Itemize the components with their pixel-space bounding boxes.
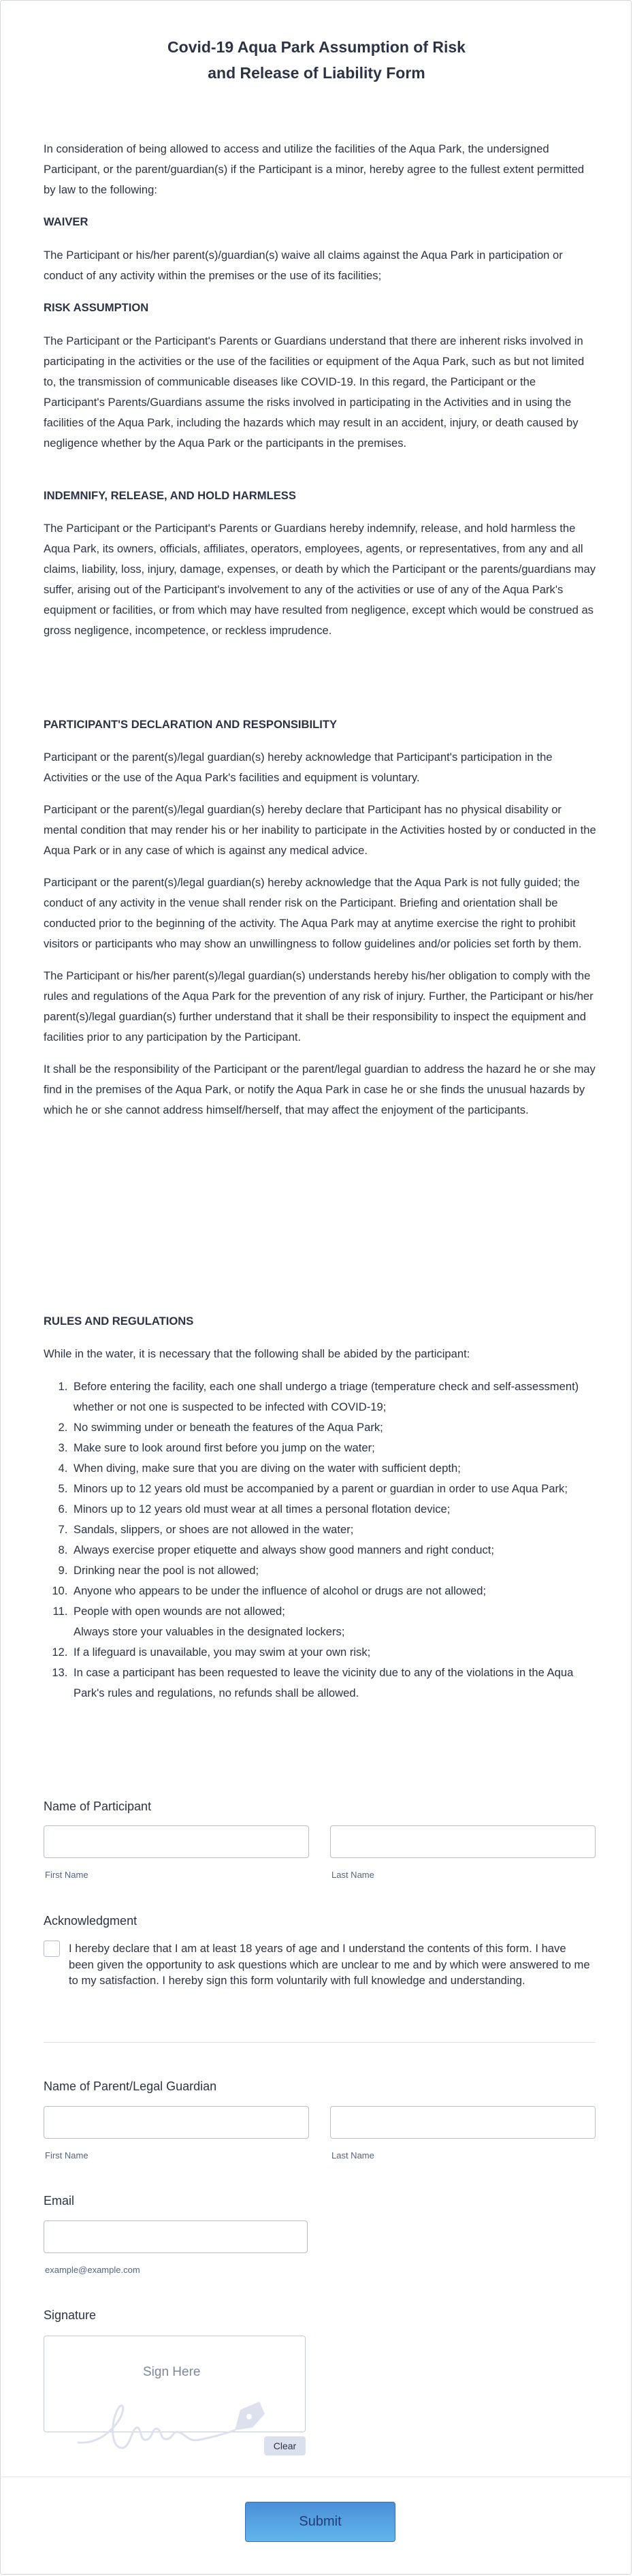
declaration-paragraph: Participant or the parent(s)/legal guardian(s) hereby acknowledge that the Aqua Park is not fully guided; the conduct of any activity in the venue shall render risk on the Participant. Briefing and orientation shall be conducted prior to the beginning of the activity. The Aqua Park may at anytime exercise the right to prohibit visitors or participants who may show an unwillingness to follow guidelines and/or policies set forth by them. [44, 876, 582, 950]
title-line-1: Covid-19 Aqua Park Assumption of Risk [167, 38, 466, 56]
rule-item: 10. Anyone who appears to be under the influence of alcohol or drugs are not allowed; [71, 1581, 596, 1601]
waiver-section [44, 212, 596, 286]
rule-item: 4. When diving, make sure that you are diving on the water with sufficient depth; [71, 1458, 596, 1479]
rule-item: 9. Drinking near the pool is not allowed; [71, 1560, 596, 1581]
indemnify-text: The Participant or the Participant's Parents or Guardians hereby indemnify, release, and hold harmless the Aqua Park, its owners, officials, affiliates, operators, employees, agents, or representatives, from any and all claims, liability, loss, injury, damage, expenses, or death by which the Participant or the parents/guardians may suffer, arising out of the Participant's involvement to any of the activities or use of any of the Aqua Park's equipment or facilities, or from which may have resulted from negligence, except which would be construed as gross negligence, incompetence, or reckless imprudence. [44, 522, 596, 637]
waiver-heading: WAIVER [44, 215, 88, 228]
guardian-first-name-sublabel: First Name [45, 2150, 88, 2161]
rule-item-text: People with open wounds are not allowed; [74, 1605, 285, 1618]
signature-pad[interactable] [44, 2336, 306, 2432]
declaration-section [44, 714, 596, 1120]
guardian-name-label: Name of Parent/Legal Guardian [44, 2079, 217, 2093]
title-line-2: and Release of Liability Form [208, 64, 425, 82]
rule-item: 7. Sandals, slippers, or shoes are not allowed in the water; [71, 1520, 596, 1540]
guardian-first-name-input[interactable] [44, 2106, 309, 2139]
rules-heading: RULES AND REGULATIONS [44, 1315, 194, 1328]
guardian-last-name-input[interactable] [330, 2106, 596, 2139]
rule-item: 12. If a lifeguard is unavailable, you may swim at your own risk; [71, 1642, 596, 1663]
rules-section [44, 1311, 596, 1703]
signature-placeholder: Sign Here [143, 2365, 201, 2379]
participant-first-name-input[interactable] [44, 1825, 309, 1858]
indemnify-section [44, 486, 596, 641]
declaration-heading: PARTICIPANT'S DECLARATION AND RESPONSIBILITY [44, 718, 338, 731]
rule-item: 8. Always exercise proper etiquette and always show good manners and right conduct; [71, 1540, 596, 1560]
declaration-paragraph: It shall be the responsibility of the Participant or the parent/legal guardian to address the hazard he or she may find in the premises of the Aqua Park, or notify the Aqua Park in case he or she finds the unusual hazards by which he or she cannot address himself/herself, that may affect the enjoyment of the participants. [44, 1063, 596, 1116]
section-divider [44, 2042, 596, 2043]
guardian-last-name-sublabel: Last Name [331, 2150, 374, 2161]
rule-item: 3. Make sure to look around first before you jump on the water; [71, 1438, 596, 1458]
email-sublabel: example@example.com [45, 2265, 140, 2275]
submit-button[interactable]: Submit [245, 2502, 395, 2542]
declaration-paragraph: The Participant or his/her parent(s)/legal guardian(s) understands hereby his/her obligation to comply with the rules and regulations of the Aqua Park for the prevention of any risk of injury. Further, the Participant or his/her parent(s)/legal guardian(s) further understand that it shall be their responsibility to inspect the equipment and facilities prior to any participation by the Participant. [44, 969, 594, 1043]
rule-item: 5. Minors up to 12 years old must be accompanied by a parent or guardian in order to use Aqua Park; [71, 1479, 596, 1499]
rules-intro: While in the water, it is necessary that the following shall be abided by the participant: [44, 1347, 470, 1360]
signature-label: Signature [44, 2308, 97, 2322]
risk-section [44, 298, 596, 454]
intro-text: In consideration of being allowed to access and utilize the facilities of the Aqua Park, the undersigned Participant, or the parent/guardian(s) if the Participant is a minor, hereby agree to the fullest extent permitted by law to the following: [44, 142, 585, 196]
intro-section [44, 139, 596, 200]
declaration-paragraph: Participant or the parent(s)/legal guardian(s) hereby declare that Participant has no physical disability or mental condition that may render his or her inability to participate in the Activities hosted by or conducted in the Aqua Park or in any case of which is against any medical advice. [44, 803, 596, 857]
participant-first-name-sublabel: First Name [45, 1870, 88, 1880]
participant-last-name-input[interactable] [330, 1825, 596, 1858]
participant-last-name-sublabel: Last Name [331, 1870, 374, 1880]
participant-name-label: Name of Participant [44, 1800, 152, 1813]
rule-item-extra: Always store your valuables in the designated lockers; [74, 1625, 345, 1638]
risk-text: The Participant or the Participant's Parents or Guardians understand that there are inherent risks involved in participating in the activities or the use of the facilities or equipment of the Aqua Park, such as but not limited to, the transmission of communicable diseases like COVID-19. In this regard, the Participant or the Participant's Parents/Guardians assume the risks involved in participating in the Activities and in using the facilities of the Aqua Park, including the hazards which may result in an accident, injury, or death caused by negligence whether by the Aqua Park or the participants in the premises. [44, 334, 585, 450]
page-title [0, 34, 633, 86]
email-input[interactable] [44, 2220, 308, 2253]
acknowledgment-label: Acknowledgment [44, 1914, 137, 1928]
acknowledgment-text[interactable]: I hereby declare that I am at least 18 years of age and I understand the contents of this form. I have been given the opportunity to ask questions which are unclear to me and by which were answered to me to my satisfaction. I hereby sign this form voluntarily with full knowledge and understanding. [69, 1942, 590, 1987]
rule-item: 2. No swimming under or beneath the features of the Aqua Park; [71, 1417, 596, 1438]
rule-item: 6. Minors up to 12 years old must wear at all times a personal flotation device; [71, 1499, 596, 1520]
rule-item [71, 1601, 596, 1642]
waiver-text: The Participant or his/her parent(s)/guardian(s) waive all claims against the Aqua Park in participation or conduct of any activity within the premises or the use of its facilities; [44, 249, 563, 282]
declaration-paragraph: Participant or the parent(s)/legal guardian(s) hereby acknowledge that Participant's participation in the Activities or the use of the Aqua Park's facilities and equipment is voluntary. [44, 751, 553, 784]
risk-heading: RISK ASSUMPTION [44, 301, 149, 314]
indemnify-heading: INDEMNIFY, RELEASE, AND HOLD HARMLESS [44, 489, 296, 502]
rule-item: 13. In case a participant has been requested to leave the vicinity due to any of the violations in the Aqua Park's rules and regulations, no refunds shall be allowed. [71, 1663, 596, 1703]
rules-list [44, 1377, 596, 1703]
rule-item: 1. Before entering the facility, each one shall undergo a triage (temperature check and self-assessment) whether or not one is suspected to be infected with COVID-19; [71, 1377, 596, 1417]
acknowledgment-checkbox[interactable] [44, 1941, 60, 1957]
email-label: Email [44, 2194, 75, 2208]
clear-signature-button[interactable]: Clear [264, 2436, 306, 2455]
